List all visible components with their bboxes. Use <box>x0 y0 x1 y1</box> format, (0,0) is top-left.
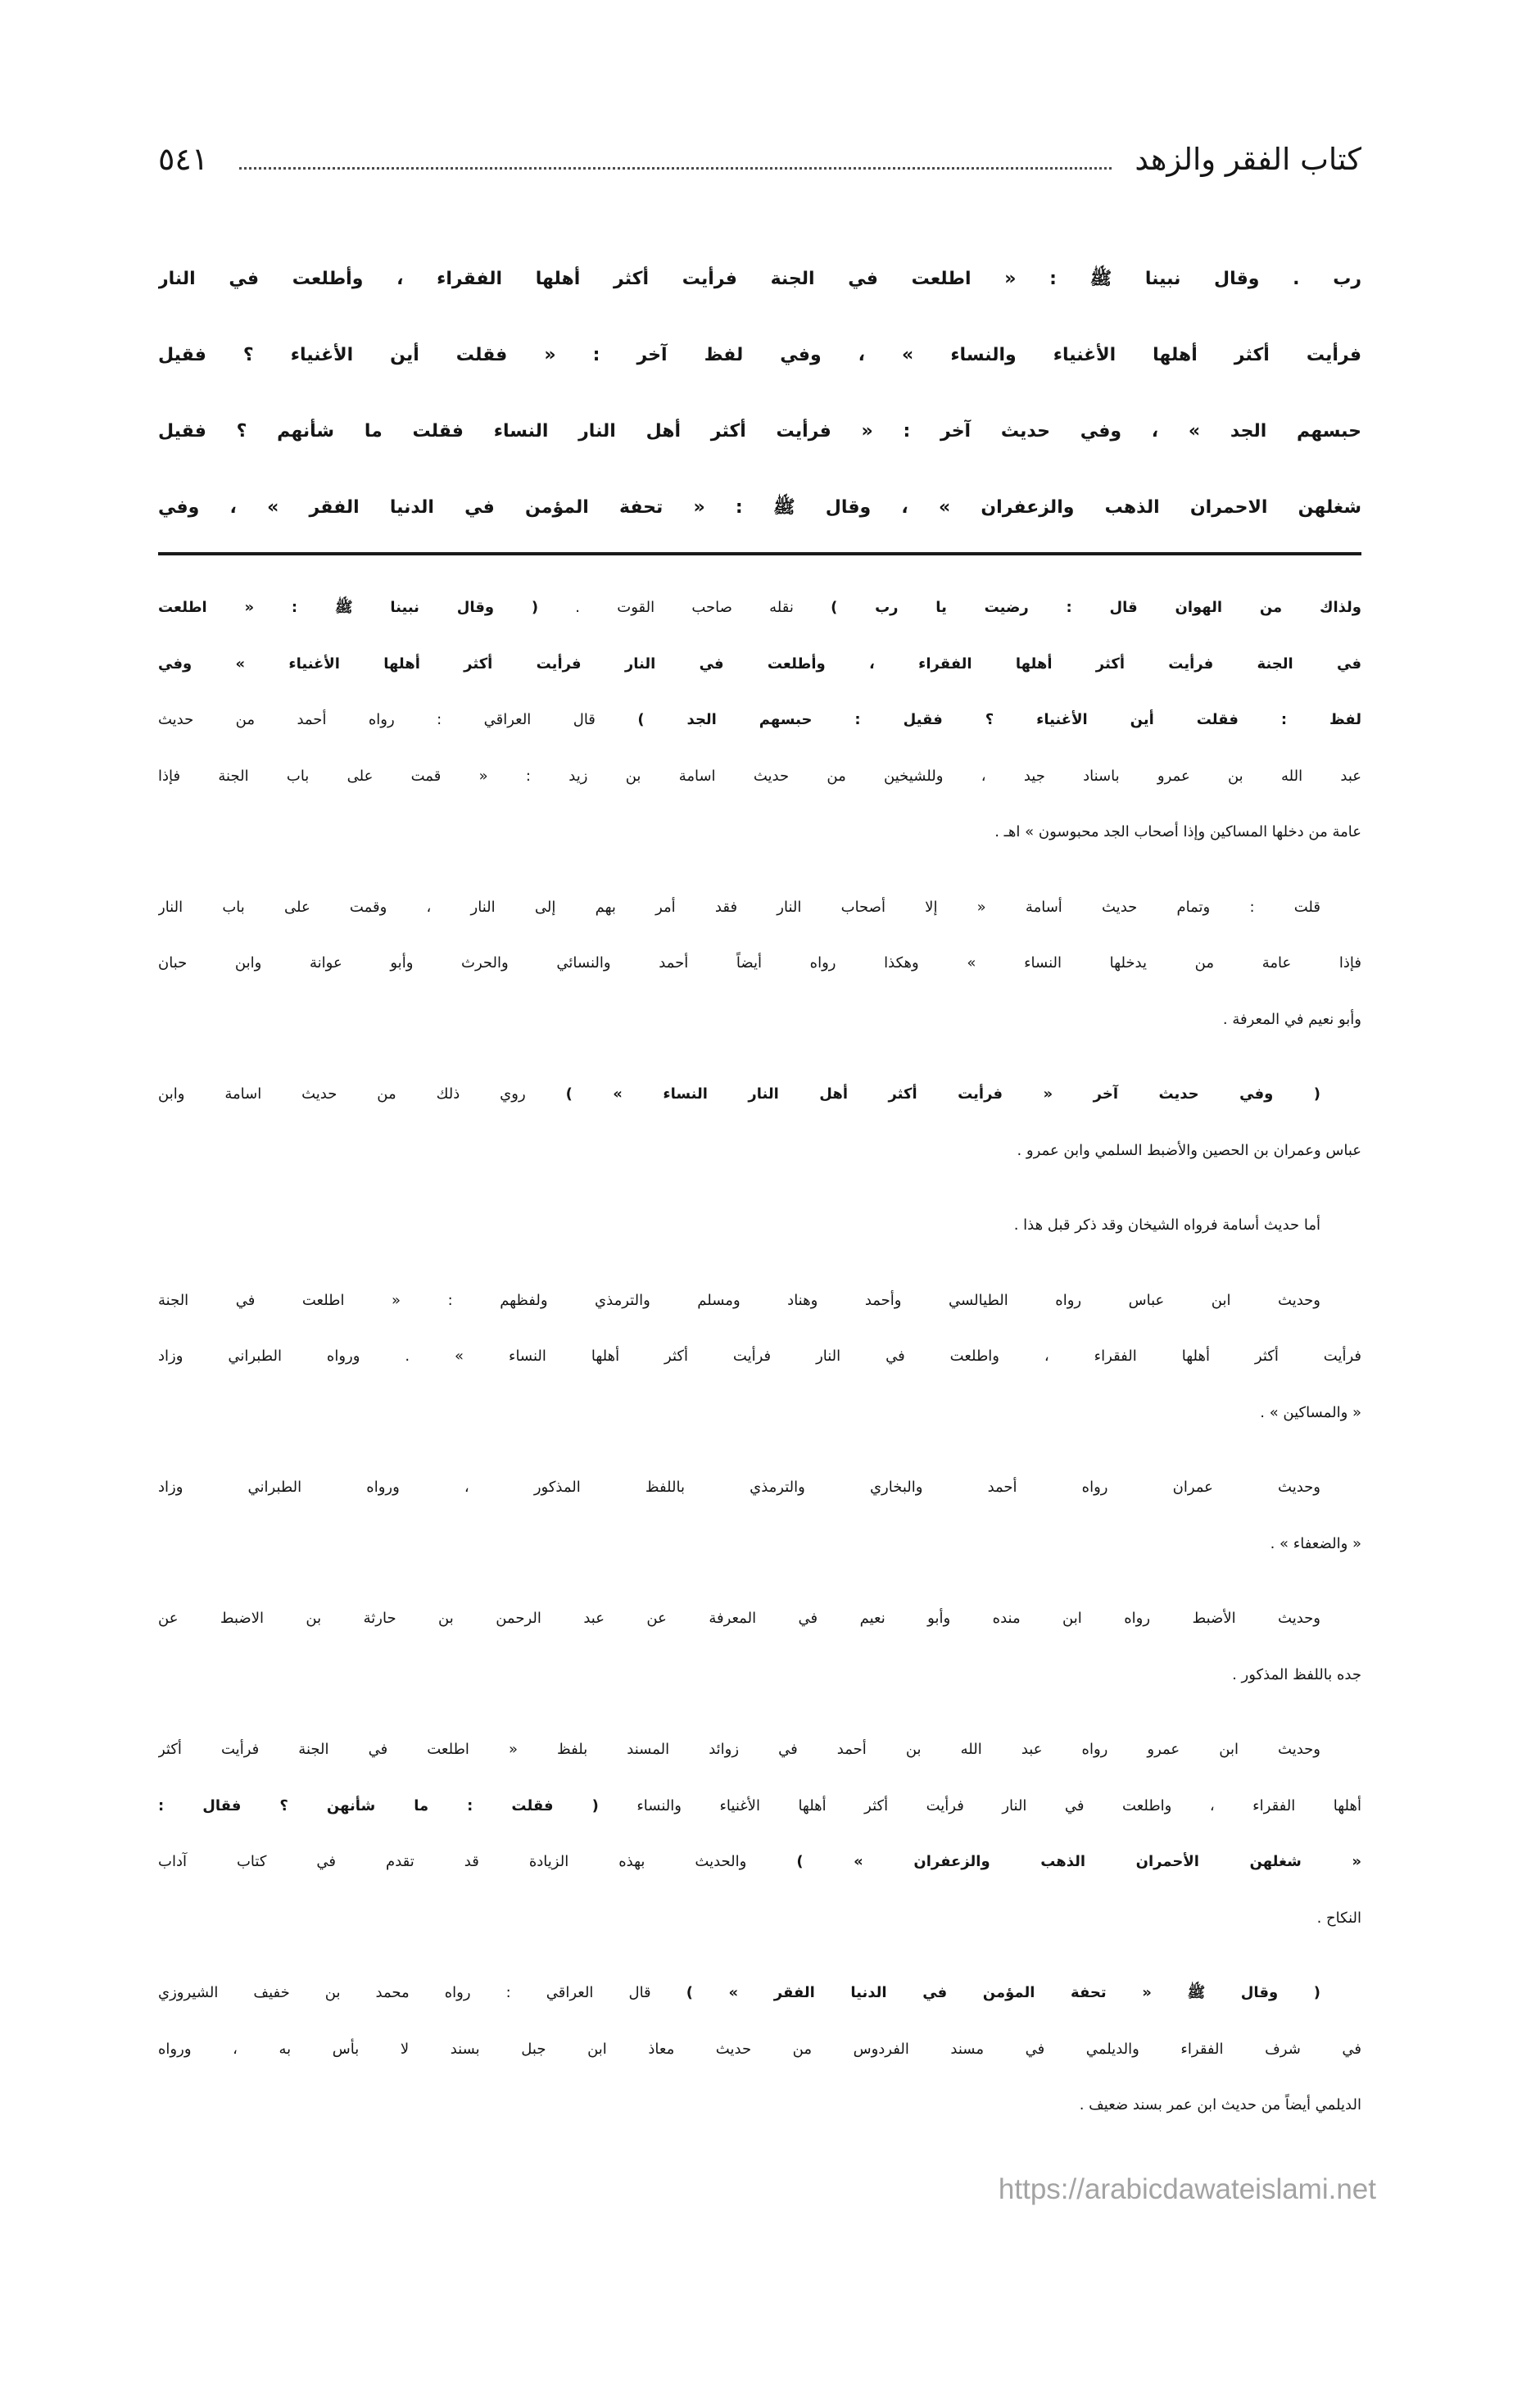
bold-text-segment: لفظ : فقلت أين الأغنياء ؟ فقيل : حبسهم الجد ) <box>637 711 1361 728</box>
text-segment: قال العراقي : رواه أحمد من حديث <box>158 711 638 728</box>
text-segment: عبد الله بن عمرو باسناد جيد ، وللشيخين من حديث اسامة بن زيد : « قمت على باب الجنة فإذا <box>158 767 1361 785</box>
commentary-line <box>158 2022 1361 2078</box>
watermark-url: https://arabicdawateislami.net <box>998 2173 1376 2205</box>
text-segment: والحديث بهذه الزيادة قد تقدم في كتاب آداب <box>158 1853 797 1870</box>
bold-text-segment: ولذاك من الهوان قال : رضيت يا رب ) <box>831 599 1361 616</box>
main-text-line: رب . وقال نبينا ﷺ : « اطلعت في الجنة فرأيت أكثر أهلها الفقراء ، وأطلعت في النار <box>158 269 1361 289</box>
commentary-paragraph <box>158 1591 1361 1703</box>
commentary-line <box>158 1329 1361 1385</box>
commentary-paragraph <box>158 880 1361 1049</box>
text-segment: وأبو نعيم في المعرفة . <box>1222 1010 1361 1028</box>
commentary-paragraph <box>158 1460 1361 1572</box>
text-segment: « والمساكين » . <box>1260 1403 1361 1421</box>
commentary-line <box>158 1834 1361 1891</box>
text-segment: قلت : وتمام حديث أسامة « إلا أصحاب النار فقد أمر بهم إلى النار ، وقمت على باب النار <box>158 898 1320 916</box>
commentary-paragraph <box>158 1722 1361 1946</box>
bold-text-segment: ( فقلت : ما شأنهن ؟ فقال : <box>158 1796 599 1814</box>
commentary-line <box>158 1123 1361 1180</box>
main-text-line: حبسهم الجد » ، وفي حديث آخر : « فرأيت أكثر أهل النار النساء فقلت ما شأنهم ؟ فقيل <box>158 421 1361 442</box>
commentary-line <box>158 1067 1361 1123</box>
commentary-paragraph <box>158 1965 1361 2134</box>
separator-rule <box>158 552 1361 555</box>
text-segment: فرأيت أكثر أهلها الفقراء ، واطلعت في النار فرأيت أكثر أهلها النساء » . ورواه الطبراني وزاد <box>158 1348 1361 1365</box>
running-header <box>158 136 1361 182</box>
commentary-line <box>158 1198 1361 1254</box>
commentary-line <box>158 580 1361 637</box>
text-segment: جده باللفظ المذكور . <box>1232 1665 1361 1683</box>
text-segment: وحديث عمران رواه أحمد والبخاري والترمذي باللفظ المذكور ، ورواه الطبراني وزاد <box>158 1479 1320 1496</box>
text-segment: « والضعفاء » . <box>1270 1534 1361 1552</box>
commentary-line <box>158 936 1361 992</box>
commentary-line <box>158 1516 1361 1573</box>
commentary-line <box>158 749 1361 805</box>
commentary-line <box>158 880 1361 936</box>
text-segment: الديلمي أيضاً من حديث ابن عمر بسند ضعيف . <box>1079 2096 1361 2113</box>
book-page <box>158 0 1361 2383</box>
bold-text-segment: ( وفي حديث آخر « فرأيت أكثر أهل النار النساء » ) <box>565 1085 1321 1103</box>
main-text <box>158 241 1361 546</box>
text-segment: النكاح . <box>1316 1909 1361 1927</box>
text-segment: في شرف الفقراء والديلمي في مسند الفردوس من حديث معاذ ابن جبل بسند لا بأس به ، ورواه <box>158 2040 1361 2058</box>
bold-text-segment: ( وقال ﷺ « تحفة المؤمن في الدنيا الفقر » ) <box>686 1984 1320 2001</box>
commentary-paragraph <box>158 1067 1361 1179</box>
text-segment: أما حديث أسامة فرواه الشيخان وقد ذكر قبل هذا . <box>1013 1216 1320 1234</box>
text-segment: عباس وعمران بن الحصين والأضبط السلمي وابن عمرو . <box>1017 1141 1361 1159</box>
commentary-line <box>158 1460 1361 1516</box>
commentary-line <box>158 1273 1361 1330</box>
commentary-line <box>158 1591 1361 1647</box>
commentary-line <box>158 1385 1361 1442</box>
bold-text-segment: « شغلهن الأحمران الذهب والزعفران » ) <box>796 1853 1361 1870</box>
bold-text-segment: ( وقال نبينا ﷺ : « اطلعت <box>158 599 539 616</box>
text-segment: فإذا عامة من يدخلها النساء » وهكذا رواه أيضاً أحمد والنسائي والحرث وأبو عوانة وابن حبان <box>158 954 1361 972</box>
text-segment: روي ذلك من حديث اسامة وابن <box>158 1085 566 1103</box>
text-segment: أهلها الفقراء ، واطلعت في النار فرأيت أكثر أهلها الأغنياء والنساء <box>598 1796 1361 1814</box>
commentary-paragraph <box>158 1198 1361 1254</box>
commentary-line <box>158 1965 1361 2022</box>
commentary-line <box>158 2077 1361 2134</box>
dotted-leader <box>239 167 1112 170</box>
commentary-line <box>158 637 1361 693</box>
commentary-line <box>158 804 1361 861</box>
commentary-paragraph <box>158 580 1361 861</box>
bold-text-segment: في الجنة فرأيت أكثر أهلها الفقراء ، وأطلعت في النار فرأيت أكثر أهلها الأغنياء » وفي <box>158 655 1361 673</box>
commentary-line <box>158 692 1361 749</box>
commentary-line <box>158 1778 1361 1835</box>
text-segment: قال العراقي : رواه محمد بن خفيف الشيروزي <box>158 1984 686 2001</box>
text-segment: وحديث ابن عباس رواه الطيالسي وأحمد وهناد ومسلم والترمذي ولفظهم : « اطلعت في الجنة <box>158 1291 1320 1309</box>
text-segment: عامة من دخلها المساكين وإذا أصحاب الجد محبوسون » اهـ . <box>994 823 1361 840</box>
commentary-line <box>158 992 1361 1049</box>
text-segment: نقله صاحب القوت . <box>538 599 831 616</box>
commentary-line <box>158 1647 1361 1704</box>
commentary-text <box>158 580 1361 2153</box>
commentary-line <box>158 1722 1361 1778</box>
page-number: ٥٤١ <box>158 141 209 177</box>
chapter-title: كتاب الفقر والزهد <box>1135 141 1361 177</box>
commentary-paragraph <box>158 1273 1361 1442</box>
text-segment: وحديث الأضبط رواه ابن منده وأبو نعيم في المعرفة عن عبد الرحمن بن حارثة بن الاضبط عن <box>158 1610 1320 1627</box>
main-text-line: شغلهن الاحمران الذهب والزعفران » ، وقال ﷺ : « تحفة المؤمن في الدنيا الفقر » ، وفي <box>158 497 1361 518</box>
text-segment: وحديث ابن عمرو رواه عبد الله بن أحمد في زوائد المسند بلفظ « اطلعت في الجنة فرأيت أكثر <box>158 1741 1320 1758</box>
main-text-line: فرأيت أكثر أهلها الأغنياء والنساء » ، وفي لفظ آخر : « فقلت أين الأغنياء ؟ فقيل <box>158 345 1361 365</box>
commentary-line <box>158 1891 1361 1947</box>
